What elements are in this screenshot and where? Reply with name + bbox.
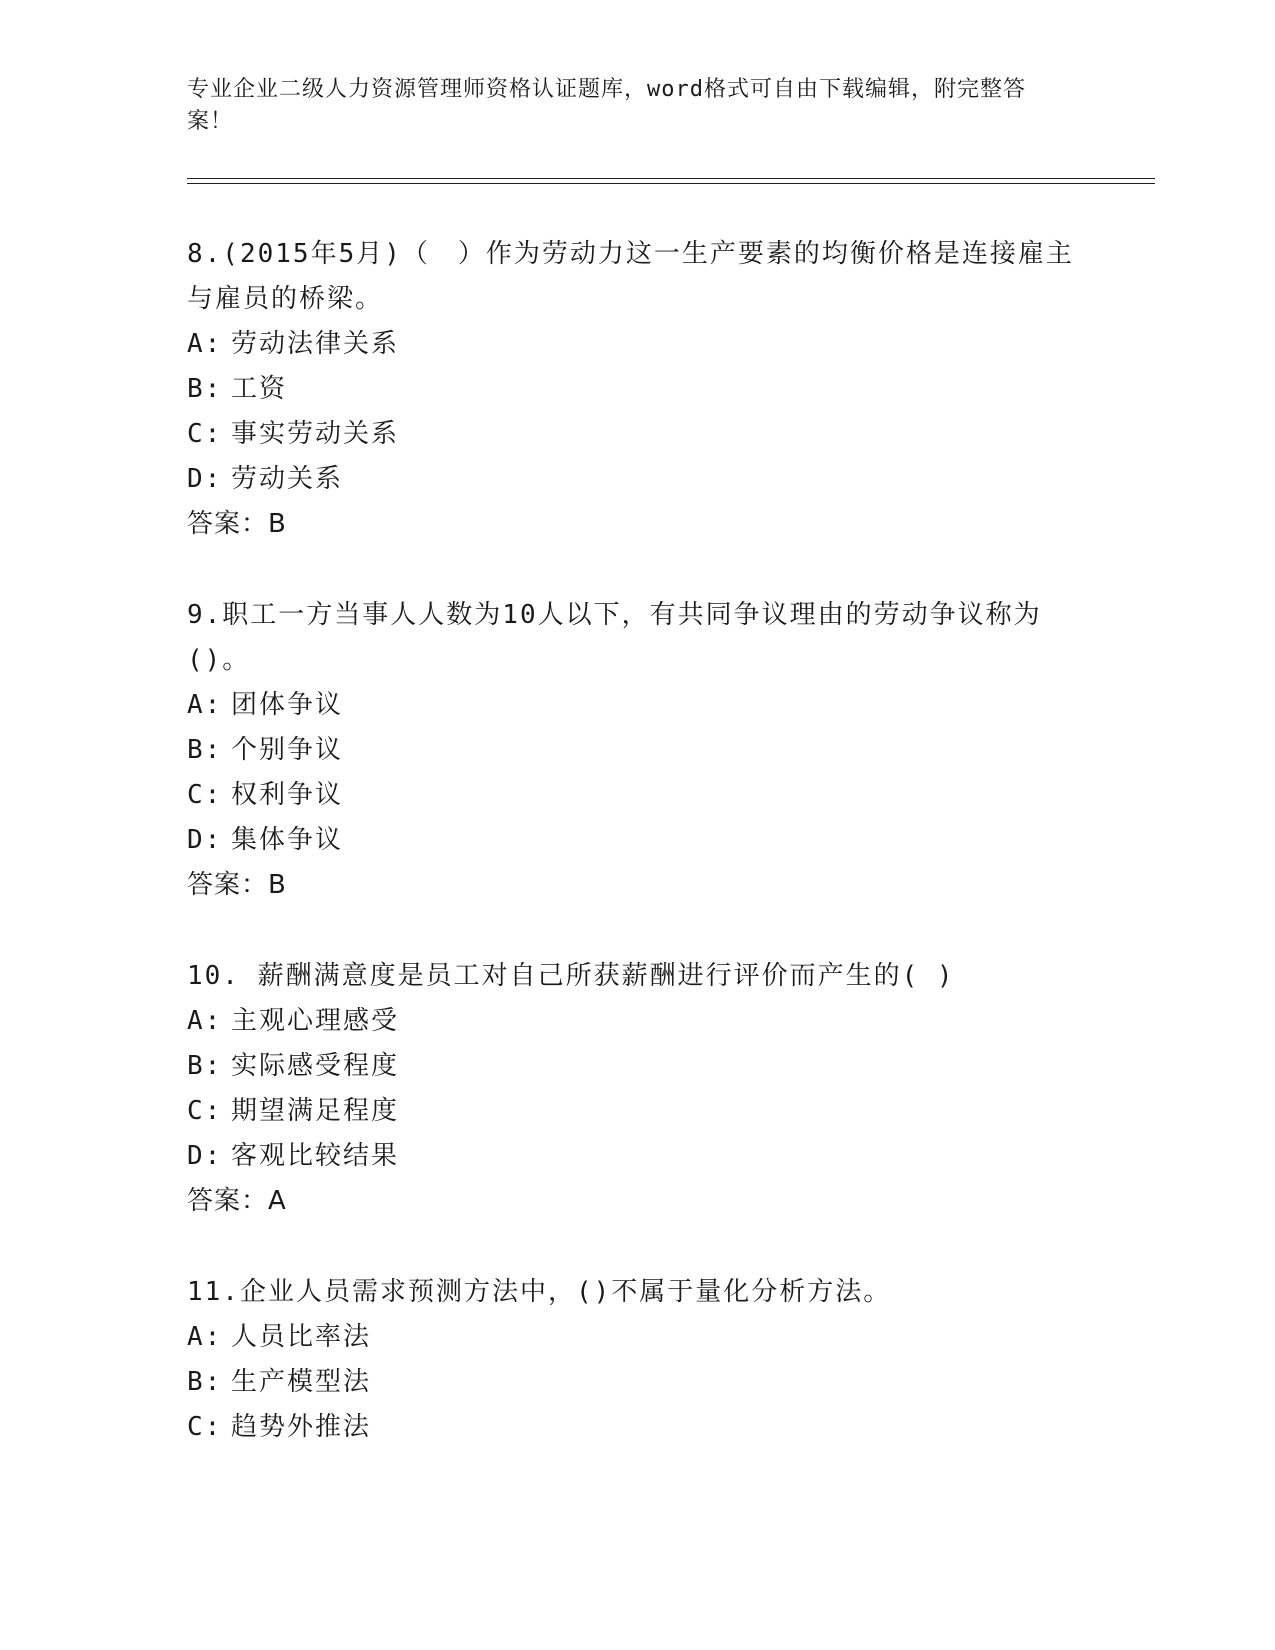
question-text: 8.(2015年5月)（ ）作为劳动力这一生产要素的均衡价格是连接雇主与雇员的桥梁。 [187, 239, 1074, 314]
option-a [187, 683, 1087, 728]
option-text: 主观心理感受 [231, 1006, 400, 1036]
header-divider-bottom [187, 183, 1155, 184]
option-text: 劳动法律关系 [231, 329, 400, 359]
option-letter: A: [187, 1322, 223, 1352]
option-letter: B: [187, 374, 223, 404]
answer-line: 答案：B [187, 870, 287, 900]
answer-line: 答案：A [187, 1186, 287, 1216]
option-text: 劳动关系 [231, 464, 344, 494]
option-letter: A: [187, 329, 223, 359]
option-a [187, 999, 1087, 1044]
option-a [187, 322, 1087, 367]
option-text: 趋势外推法 [231, 1412, 372, 1442]
question-list [187, 232, 1087, 1496]
question-10 [187, 954, 1087, 1224]
answer-line: 答案：B [187, 509, 287, 539]
option-letter: D: [187, 825, 223, 855]
option-b [187, 367, 1087, 412]
option-letter: B: [187, 1367, 223, 1397]
option-letter: A: [187, 690, 223, 720]
question-9 [187, 593, 1087, 908]
option-letter: A: [187, 1006, 223, 1036]
option-text: 权利争议 [231, 780, 344, 810]
option-c [187, 1405, 1087, 1450]
option-letter: C: [187, 1412, 223, 1442]
option-letter: C: [187, 780, 223, 810]
option-letter: C: [187, 419, 223, 449]
option-letter: B: [187, 1051, 223, 1081]
question-text: 11.企业人员需求预测方法中，()不属于量化分析方法。 [187, 1277, 892, 1307]
option-b [187, 728, 1087, 773]
option-text: 人员比率法 [231, 1322, 372, 1352]
option-letter: C: [187, 1096, 223, 1126]
option-text: 生产模型法 [231, 1367, 372, 1397]
option-text: 工资 [231, 374, 288, 404]
question-8 [187, 232, 1087, 547]
option-c [187, 1089, 1087, 1134]
option-letter: B: [187, 735, 223, 765]
option-b [187, 1360, 1087, 1405]
option-a [187, 1315, 1087, 1360]
option-d [187, 457, 1087, 502]
document-header: 专业企业二级人力资源管理师资格认证题库，word格式可自由下载编辑，附完整答案！ [187, 77, 1026, 134]
option-letter: D: [187, 464, 223, 494]
option-c [187, 773, 1087, 818]
option-text: 客观比较结果 [231, 1141, 400, 1171]
option-d [187, 1134, 1087, 1179]
option-b [187, 1044, 1087, 1089]
option-text: 实际感受程度 [231, 1051, 400, 1081]
option-text: 期望满足程度 [231, 1096, 400, 1126]
option-letter: D: [187, 1141, 223, 1171]
option-text: 团体争议 [231, 690, 344, 720]
option-d [187, 818, 1087, 863]
header-divider-top [187, 178, 1155, 179]
option-c [187, 412, 1087, 457]
option-text: 个别争议 [231, 735, 344, 765]
question-11 [187, 1270, 1087, 1450]
question-text: 10. 薪酬满意度是员工对自己所获薪酬进行评价而产生的( ) [187, 961, 955, 991]
option-text: 集体争议 [231, 825, 344, 855]
question-text: 9.职工一方当事人人数为10人以下，有共同争议理由的劳动争议称为()。 [187, 600, 1042, 675]
option-text: 事实劳动关系 [231, 419, 400, 449]
